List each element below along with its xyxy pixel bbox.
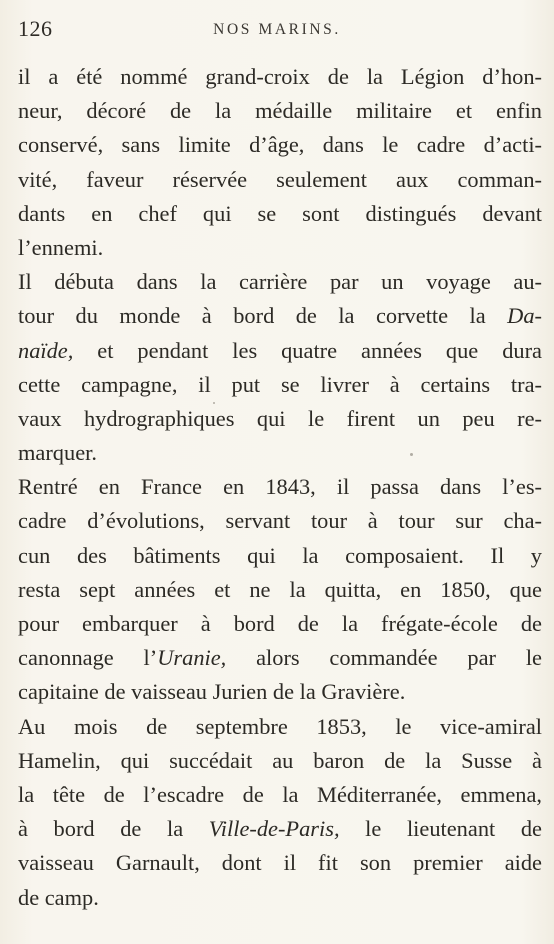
- paper-speck: [213, 402, 215, 404]
- paragraph-start-line: Rentré en France en 1843, il passa dans l’es-: [18, 474, 542, 500]
- text-segment: le lieutenant de: [339, 816, 542, 842]
- text-line: capitaine de vaisseau Jurien de la Gravière.: [18, 679, 406, 705]
- text-segment: à bord de la: [18, 816, 209, 842]
- ship-name-italic: Uranie,: [157, 645, 227, 671]
- paper-speck: [410, 453, 413, 456]
- text-line: marquer.: [18, 440, 97, 466]
- text-segment: tour du monde à bord de la corvette la: [18, 303, 508, 329]
- paragraph-start-line: Au mois de septembre 1853, le vice-amiral: [18, 713, 542, 739]
- text-line: neur, décoré de la médaille militaire et enfin: [18, 98, 542, 124]
- text-segment: canonnage l’: [18, 645, 158, 671]
- text-line: vité, faveur réservée seulement aux comman-: [18, 166, 542, 192]
- text-line: il a été nommé grand-croix de la Légion d’hon-: [18, 64, 542, 89]
- page-number: 126: [18, 16, 53, 41]
- text-line: cadre d’évolutions, servant tour à tour sur cha-: [18, 508, 542, 534]
- running-title: NOS MARINS.: [213, 21, 341, 38]
- text-line: [18, 299, 542, 333]
- text-line: cun des bâtiments qui la composaient. Il y: [18, 542, 542, 568]
- text-line: conservé, sans limite d’âge, dans le cadre d’acti-: [18, 132, 542, 158]
- ship-name-italic: Ville-de-Paris,: [208, 816, 340, 842]
- text-line: [18, 812, 542, 846]
- text-line: l’ennemi.: [18, 234, 104, 260]
- text-line: pour embarquer à bord de la frégate-école de: [18, 611, 542, 636]
- text-line: Hamelin, qui succédait au baron de la Susse à: [18, 747, 542, 773]
- paragraph-start-line: Il débuta dans la carrière par un voyage au-: [18, 269, 542, 295]
- text-line: dants en chef qui se sont distingués devant: [18, 200, 542, 226]
- text-line: cette campagne, il put se livrer à certains tra-: [18, 371, 542, 397]
- running-head: [18, 16, 536, 46]
- text-segment: et pendant les quatre années que dura: [73, 337, 542, 363]
- ship-name-italic: Da-: [507, 303, 542, 329]
- text-segment: alors commandée par le: [226, 645, 542, 671]
- ship-name-italic: naïde,: [18, 337, 74, 363]
- text-line: [18, 334, 542, 368]
- text-line: [18, 641, 542, 675]
- text-line: de camp.: [18, 884, 99, 910]
- text-line: resta sept années et ne la quitta, en 1850, que: [18, 576, 542, 602]
- body-text: [18, 60, 542, 915]
- text-line: vaux hydrographiques qui le firent un peu re-: [18, 405, 542, 431]
- text-line: la tête de l’escadre de la Méditerranée, emmena,: [18, 781, 542, 807]
- text-line: vaisseau Garnault, dont il fit son premier aide: [18, 850, 542, 876]
